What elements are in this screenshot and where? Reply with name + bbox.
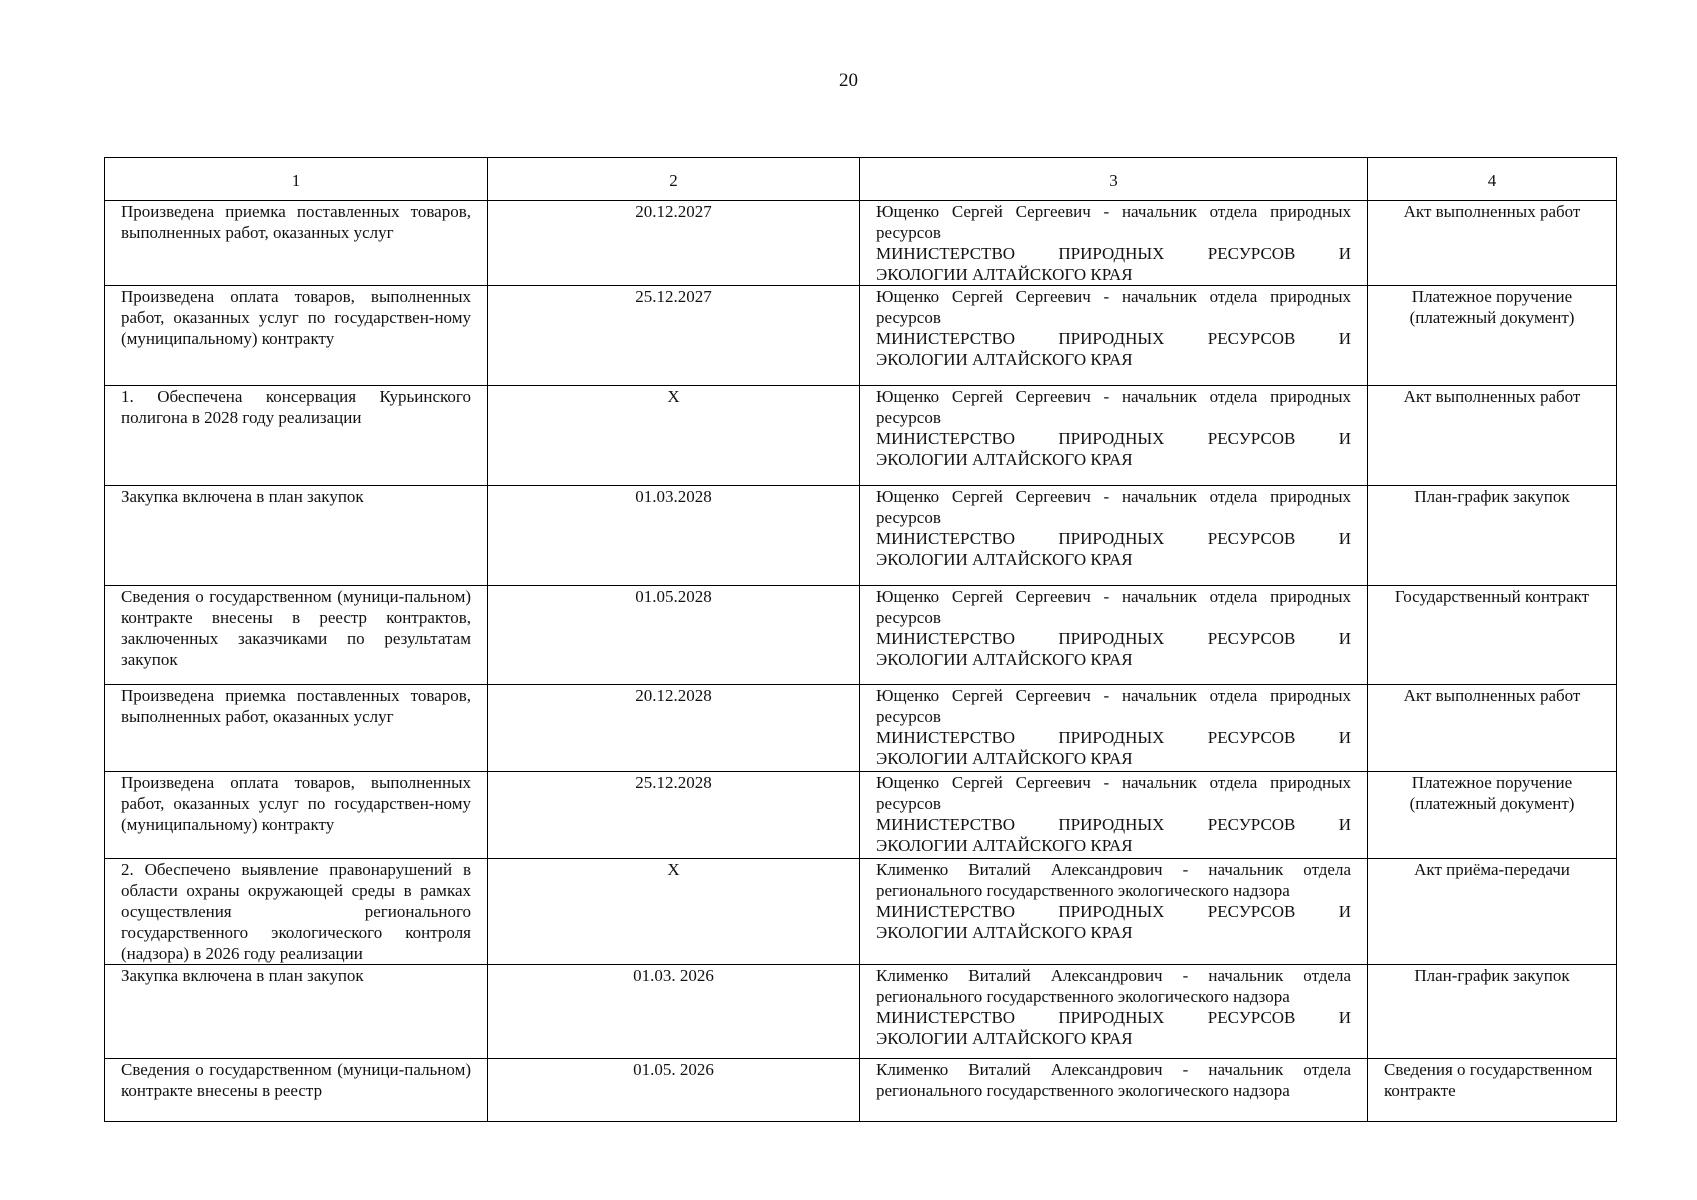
event-description-cell: Произведена приемка поставленных товаров, выполненных работ, оказанных услуг — [105, 685, 488, 772]
column-header-3: 3 — [860, 158, 1368, 201]
responsible-organization-line2: ЭКОЛОГИИ АЛТАЙСКОГО КРАЯ — [876, 650, 1133, 669]
deadline-cell: 20.12.2027 — [488, 201, 860, 286]
table-row — [105, 1059, 1617, 1122]
column-header-1: 1 — [105, 158, 488, 201]
table-row — [105, 859, 1617, 965]
deadline-cell: 01.03.2028 — [488, 486, 860, 586]
responsible-cell — [860, 1059, 1368, 1122]
responsible-organization-line2: ЭКОЛОГИИ АЛТАЙСКОГО КРАЯ — [876, 836, 1133, 855]
confirming-document-cell: Акт выполненных работ — [1368, 386, 1617, 486]
responsible-organization-line1: МИНИСТЕРСТВО ПРИРОДНЫХ РЕСУРСОВ И — [876, 815, 1351, 834]
deadline-cell: X — [488, 859, 860, 965]
deadline-cell: 25.12.2028 — [488, 772, 860, 859]
confirming-document-cell: Акт приёма-передачи — [1368, 859, 1617, 965]
plan-table — [104, 157, 1617, 1122]
table-row — [105, 286, 1617, 386]
responsible-cell — [860, 586, 1368, 685]
event-description-cell: 2. Обеспечено выявление правонарушений в области охраны окружающей среды в рамках осуществления регионального государственного экологического контроля (надзора) в 2026 году реализации — [105, 859, 488, 965]
deadline-cell: 25.12.2027 — [488, 286, 860, 386]
deadline-cell: 01.03. 2026 — [488, 965, 860, 1059]
responsible-cell — [860, 286, 1368, 386]
responsible-cell — [860, 486, 1368, 586]
responsible-cell — [860, 965, 1368, 1059]
confirming-document-cell: Платежное поручение (платежный документ) — [1368, 286, 1617, 386]
responsible-cell — [860, 201, 1368, 286]
responsible-person: Ющенко Сергей Сергеевич - начальник отдела природных ресурсов — [876, 487, 1351, 527]
table-row — [105, 586, 1617, 685]
responsible-organization-line1: МИНИСТЕРСТВО ПРИРОДНЫХ РЕСУРСОВ И — [876, 429, 1351, 448]
responsible-organization-line1: МИНИСТЕРСТВО ПРИРОДНЫХ РЕСУРСОВ И — [876, 902, 1351, 921]
event-description-cell: Закупка включена в план закупок — [105, 486, 488, 586]
responsible-person: Ющенко Сергей Сергеевич - начальник отдела природных ресурсов — [876, 773, 1351, 813]
responsible-organization-line2: ЭКОЛОГИИ АЛТАЙСКОГО КРАЯ — [876, 923, 1133, 942]
table-row — [105, 486, 1617, 586]
responsible-organization-line2: ЭКОЛОГИИ АЛТАЙСКОГО КРАЯ — [876, 265, 1133, 284]
responsible-person: Ющенко Сергей Сергеевич - начальник отдела природных ресурсов — [876, 387, 1351, 427]
responsible-organization-line1: МИНИСТЕРСТВО ПРИРОДНЫХ РЕСУРСОВ И — [876, 329, 1351, 348]
responsible-person: Клименко Виталий Александрович - начальник отдела регионального государственного экологического надзора — [876, 1060, 1351, 1100]
deadline-cell: 01.05. 2026 — [488, 1059, 860, 1122]
table-header-row — [105, 158, 1617, 201]
confirming-document-cell: Государственный контракт — [1368, 586, 1617, 685]
responsible-organization-line1: МИНИСТЕРСТВО ПРИРОДНЫХ РЕСУРСОВ И — [876, 529, 1351, 548]
responsible-person: Ющенко Сергей Сергеевич - начальник отдела природных ресурсов — [876, 686, 1351, 726]
responsible-cell — [860, 772, 1368, 859]
confirming-document-cell: Сведения о государственном контракте — [1368, 1059, 1617, 1122]
responsible-person: Ющенко Сергей Сергеевич - начальник отдела природных ресурсов — [876, 287, 1351, 327]
responsible-organization-line1: МИНИСТЕРСТВО ПРИРОДНЫХ РЕСУРСОВ И — [876, 728, 1351, 747]
table-row — [105, 386, 1617, 486]
deadline-cell: 20.12.2028 — [488, 685, 860, 772]
event-description-cell: Произведена оплата товаров, выполненных работ, оказанных услуг по государствен-ному (муниципальному) контракту — [105, 286, 488, 386]
responsible-organization-line2: ЭКОЛОГИИ АЛТАЙСКОГО КРАЯ — [876, 450, 1133, 469]
responsible-person: Ющенко Сергей Сергеевич - начальник отдела природных ресурсов — [876, 587, 1351, 627]
responsible-organization-line1: МИНИСТЕРСТВО ПРИРОДНЫХ РЕСУРСОВ И — [876, 244, 1351, 263]
deadline-cell: X — [488, 386, 860, 486]
responsible-person: Ющенко Сергей Сергеевич - начальник отдела природных ресурсов — [876, 202, 1351, 242]
column-header-4: 4 — [1368, 158, 1617, 201]
deadline-cell: 01.05.2028 — [488, 586, 860, 685]
event-description-cell: Сведения о государственном (муници-пальном) контракте внесены в реестр контрактов, заключенных заказчиками по результатам закупок — [105, 586, 488, 685]
event-description-cell: Произведена приемка поставленных товаров, выполненных работ, оказанных услуг — [105, 201, 488, 286]
responsible-cell — [860, 386, 1368, 486]
responsible-organization-line1: МИНИСТЕРСТВО ПРИРОДНЫХ РЕСУРСОВ И — [876, 629, 1351, 648]
responsible-organization-line2: ЭКОЛОГИИ АЛТАЙСКОГО КРАЯ — [876, 1029, 1133, 1048]
table-row — [105, 965, 1617, 1059]
table-row — [105, 685, 1617, 772]
confirming-document-cell: Акт выполненных работ — [1368, 685, 1617, 772]
confirming-document-cell: Платежное поручение (платежный документ) — [1368, 772, 1617, 859]
responsible-cell — [860, 859, 1368, 965]
responsible-organization-line2: ЭКОЛОГИИ АЛТАЙСКОГО КРАЯ — [876, 550, 1133, 569]
column-header-2: 2 — [488, 158, 860, 201]
event-description-cell: Сведения о государственном (муници-пальном) контракте внесены в реестр — [105, 1059, 488, 1122]
page-number: 20 — [839, 70, 858, 91]
responsible-cell — [860, 685, 1368, 772]
responsible-organization-line1: МИНИСТЕРСТВО ПРИРОДНЫХ РЕСУРСОВ И — [876, 1008, 1351, 1027]
event-description-cell: Закупка включена в план закупок — [105, 965, 488, 1059]
confirming-document-cell: План-график закупок — [1368, 965, 1617, 1059]
confirming-document-cell: Акт выполненных работ — [1368, 201, 1617, 286]
responsible-organization-line2: ЭКОЛОГИИ АЛТАЙСКОГО КРАЯ — [876, 749, 1133, 768]
confirming-document-cell: План-график закупок — [1368, 486, 1617, 586]
event-description-cell: 1. Обеспечена консервация Курьинского полигона в 2028 году реализации — [105, 386, 488, 486]
responsible-person: Клименко Виталий Александрович - начальник отдела регионального государственного экологического надзора — [876, 860, 1351, 900]
event-description-cell: Произведена оплата товаров, выполненных работ, оказанных услуг по государствен-ному (муниципальному) контракту — [105, 772, 488, 859]
table-row — [105, 201, 1617, 286]
responsible-organization-line2: ЭКОЛОГИИ АЛТАЙСКОГО КРАЯ — [876, 350, 1133, 369]
responsible-person: Клименко Виталий Александрович - начальник отдела регионального государственного экологического надзора — [876, 966, 1351, 1006]
table-row — [105, 772, 1617, 859]
